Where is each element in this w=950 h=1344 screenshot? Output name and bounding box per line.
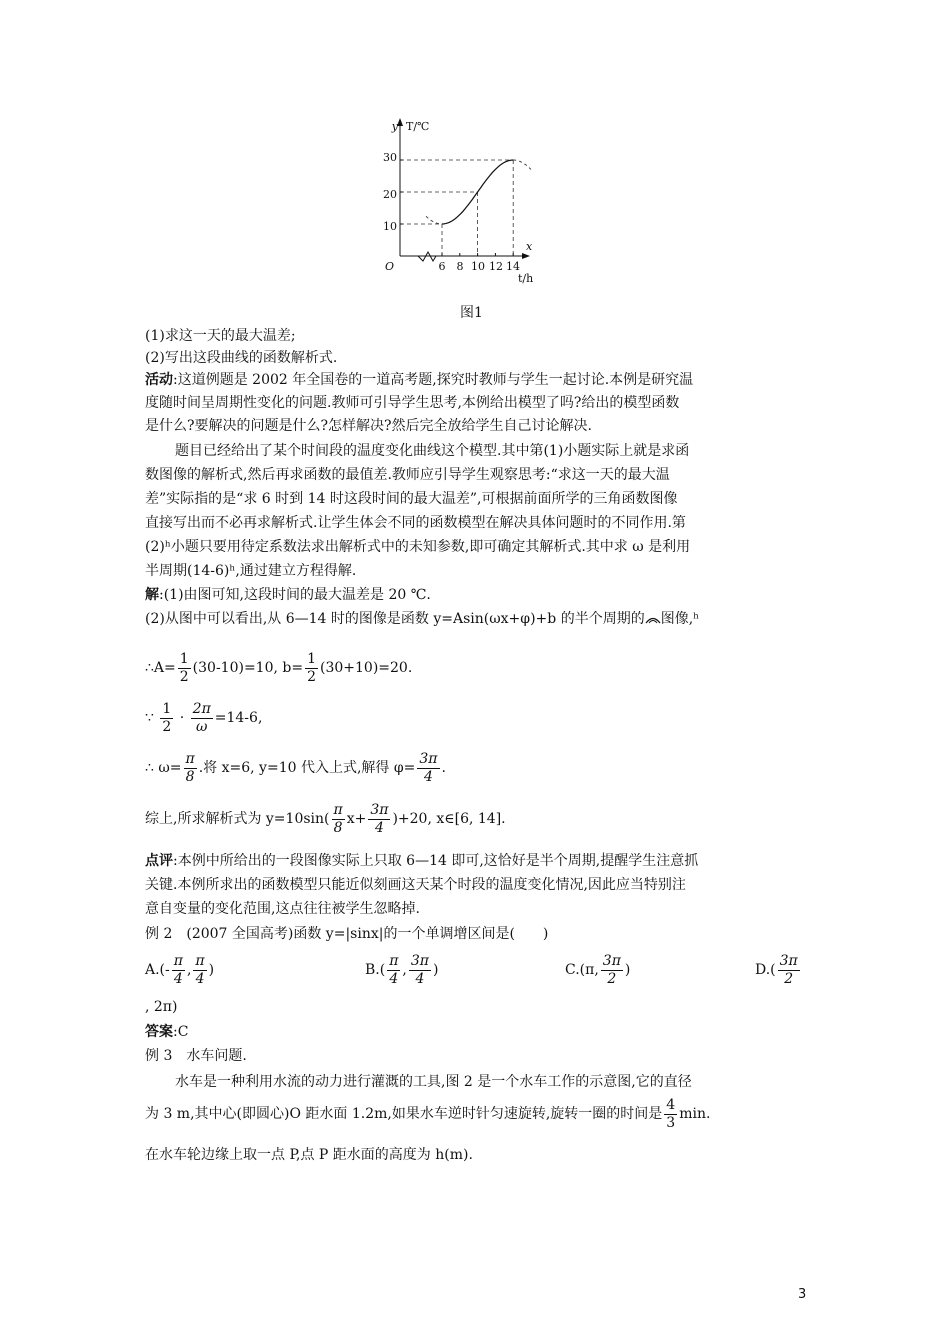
waterwheel-line-2: 为 3 m,其中心(即圆心)O 距水面 1.2m,如果水车逆时针匀速旋转,旋转一圈的时间是 $\frac{4}{3}$ min.	[145, 1096, 711, 1131]
page-number: 3	[798, 1287, 807, 1302]
activity-label: 活动	[145, 372, 173, 388]
fraction-pi-over-8: $\frac{\pi}{8}$	[185, 750, 195, 785]
discussion-line-6: 半周期(14-6)ʰ,通过建立方程得解.	[145, 563, 357, 579]
discussion-line-2: 数图像的解析式,然后再求函数的最值差.教师应引导学生观察思考:“求这一天的最大温	[145, 467, 670, 483]
question-1: (1)求这一天的最大温差;	[145, 328, 296, 344]
answer-label: 答案	[145, 1024, 173, 1040]
y-tick-label: 30	[383, 151, 397, 164]
example-2: 例 2 (2007 全国高考)函数 y=|sinx|的一个单调增区间是( )	[145, 926, 549, 942]
equation-period: ∵ $\frac{1}{2}$ · $\frac{2\pi}{\omega}$ =14-6,	[145, 700, 263, 735]
answer	[145, 1022, 188, 1042]
discussion-line-1: 题目已经给出了某个时间段的温度变化曲线这个模型.其中第(1)小题实际上就是求函	[175, 443, 690, 459]
solution-1	[145, 585, 431, 605]
figure-caption: 图1	[460, 305, 483, 321]
axes	[400, 122, 528, 256]
waterwheel-line-3: 在水车轮边缘上取一点 P,点 P 距水面的高度为 h(m).	[145, 1147, 473, 1163]
activity-line-1	[145, 370, 693, 390]
y-axis-label: T/℃	[406, 120, 430, 133]
waterwheel-line-1: 水车是一种利用水流的动力进行灌溉的工具,图 2 是一个水车工作的示意图,它的直径	[175, 1074, 692, 1090]
option-D-tail: , 2π)	[145, 999, 178, 1015]
solution-2-tail: 图像,ʰ	[660, 611, 700, 627]
guide-lines	[400, 160, 513, 256]
discussion-line-4: 直接写出而不必再求解析式.让学生体会不同的函数模型在解决具体问题时的不同作用.第	[145, 515, 686, 531]
answer-value: :C	[173, 1024, 189, 1040]
fraction-half: $\frac{1}{2}$	[179, 650, 189, 685]
example-3: 例 3 水车问题.	[145, 1048, 247, 1064]
option-D: D.( $\frac{3\pi}{2}$	[755, 952, 798, 987]
fraction-2pi-over-omega: $\frac{2\pi}{\omega}$	[192, 700, 211, 735]
x-axis-label: t/h	[518, 272, 534, 285]
x-tick-label: 8	[456, 260, 464, 273]
curve-extension-left	[426, 216, 442, 224]
solution-label: 解	[145, 587, 159, 603]
question-2: (2)写出这段曲线的函数解析式.	[145, 350, 338, 366]
review-line-2: 关键.本例所求出的函数模型只能近似刻画这天某个时段的温度变化情况,因此应当特别注	[145, 877, 686, 893]
x-tick-label: 6	[438, 260, 446, 273]
y-tick-label: 20	[383, 188, 397, 201]
review-line-3: 意自变量的变化范围,这点往往被学生忽略掉.	[145, 901, 420, 917]
option-A: A.(- $\frac{\pi}{4}$ , $\frac{\pi}{4}$ )	[145, 952, 215, 987]
discussion-line-5: (2)ʰ小题只要用待定系数法求出解析式中的未知参数,即可确定其解析式.其中求 ω 是利用	[145, 539, 691, 555]
review-line-1	[145, 851, 698, 871]
x-tick-label: 14	[506, 260, 520, 273]
arc-glyph-icon	[645, 614, 661, 624]
fraction-half: $\frac{1}{2}$	[307, 650, 317, 685]
x-axis-arrow	[522, 253, 530, 259]
y-tick-label: 10	[383, 220, 397, 233]
solution-2	[145, 609, 699, 629]
fraction-4-over-3: $\frac{4}{3}$	[666, 1096, 676, 1131]
summary-formula: 综上,所求解析式为 y=10sin( $\frac{\pi}{8}$ x+ $\frac{3\pi}{4}$ )+20, x∈[6, 14].	[145, 801, 506, 836]
temperature-chart	[380, 112, 534, 292]
option-B: B.( $\frac{\pi}{4}$ , $\frac{3\pi}{4}$ )	[365, 952, 439, 987]
activity-line-2: 度随时间呈周期性变化的问题.教师可引导学生思考,本例给出模型了吗?给出的模型函数	[145, 395, 680, 411]
x-tick-label: 12	[489, 260, 503, 273]
activity-text: :这道例题是 2002 年全国卷的一道高考题,探究时教师与学生一起讨论.本例是研究温	[173, 372, 694, 388]
fraction-pi-over-8: $\frac{\pi}{8}$	[333, 801, 343, 836]
fraction-half: $\frac{1}{2}$	[162, 700, 172, 735]
equation-A: ∴A= $\frac{1}{2}$ (30-10)=10, b= $\frac{1}{2}$ (30+10)=20.	[145, 650, 413, 685]
option-C: C.(π, $\frac{3\pi}{2}$ )	[565, 952, 631, 987]
x-axis-letter: x	[526, 240, 533, 253]
fraction-3pi-over-4: $\frac{3\pi}{4}$	[370, 801, 389, 836]
equation-omega: ∴ ω= $\frac{\pi}{8}$ .将 x=6, y=10 代入上式,解得 φ= $\frac{3\pi}{4}$ .	[145, 750, 446, 785]
fraction-3pi-over-4: $\frac{3\pi}{4}$	[419, 750, 438, 785]
solution-1-text: :(1)由图可知,这段时间的最大温差是 20 ℃.	[159, 587, 431, 603]
x-tick-label: 10	[471, 260, 485, 273]
solution-2-text: (2)从图中可以看出,从 6—14 时的图像是函数 y=Asin(ωx+φ)+b 的半个周期的	[145, 611, 645, 627]
y-axis-letter: y	[391, 120, 398, 133]
origin-label: O	[384, 260, 394, 273]
activity-line-3: 是什么?要解决的问题是什么?怎样解决?然后完全放给学生自己讨论解决.	[145, 418, 592, 434]
discussion-line-3: 差”实际指的是“求 6 时到 14 时这段时间的最大温差”,可根据前面所学的三角函数图像	[145, 491, 678, 507]
review-text: :本例中所给出的一段图像实际上只取 6—14 即可,这恰好是半个周期,提醒学生注意抓	[173, 853, 699, 869]
curve-extension-right	[513, 160, 531, 169]
review-label: 点评	[145, 853, 173, 869]
